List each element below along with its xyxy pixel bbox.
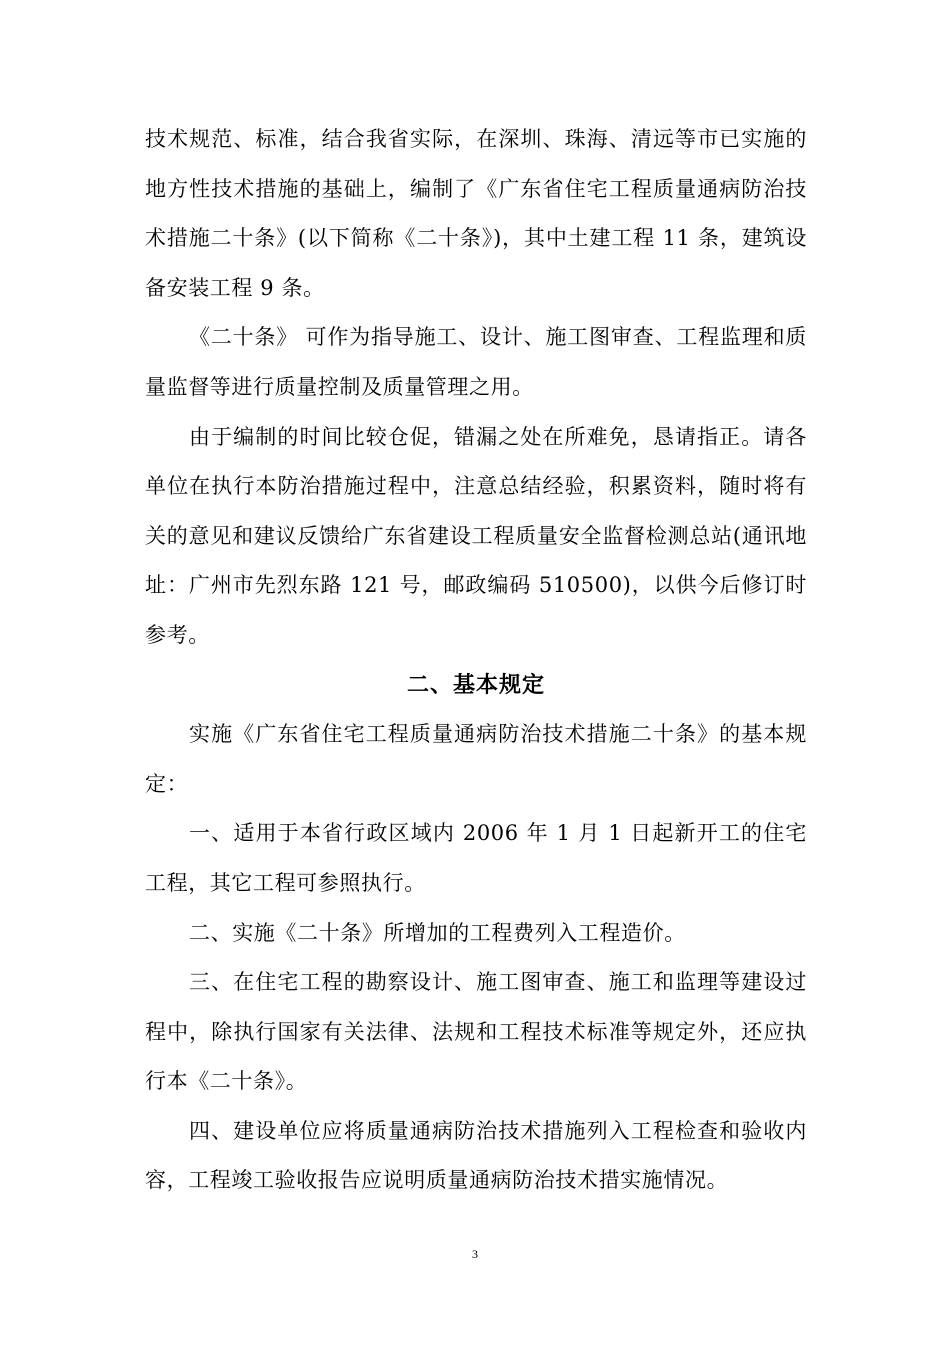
intro-paragraph-continued: 技术规范、标准，结合我省实际，在深圳、珠海、清远等市已实施的地方性技术措施的基础上，编制了《广东省住宅工程质量通病防治技术措施二十条》(以下简称《二十条》)，其中土建工程 11 条，建筑设备安装工程 9 条。 xyxy=(145,127,807,300)
rule-item-3: 三、在住宅工程的勘察设计、施工图审查、施工和监理等建设过程中，除执行国家有关法律、法规和工程技术标准等规定外，还应执行本《二十条》。 xyxy=(145,970,807,1094)
intro-paragraph-feedback: 由于编制的时间比较仓促，错漏之处在所难免，恳请指正。请各单位在执行本防治措施过程中，注意总结经验，积累资料，随时将有关的意见和建议反馈给广东省建设工程质量安全监督检测总站(通讯地址：广州市先烈东路 121 号，邮政编码 510500)，以供今后修订时参考。 xyxy=(145,424,807,647)
rule-item-2: 二、实施《二十条》所增加的工程费列入工程造价。 xyxy=(189,920,686,945)
section-paragraph-intro: 实施《广东省住宅工程质量通病防治技术措施二十条》的基本规定： xyxy=(145,722,807,796)
page-number: 3 xyxy=(472,1247,478,1261)
page-content xyxy=(145,115,807,1206)
rule-item-1: 一、适用于本省行政区域内 2006 年 1 月 1 日起新开工的住宅工程，其它工程可参照执行。 xyxy=(145,821,807,895)
rule-item-4: 四、建设单位应将质量通病防治技术措施列入工程检查和验收内容，工程竣工验收报告应说明质量通病防治技术措实施情况。 xyxy=(145,1118,807,1193)
intro-paragraph-usage: 《二十条》 可作为指导施工、设计、施工图审查、工程监理和质量监督等进行质量控制及质量管理之用。 xyxy=(145,325,807,399)
section-heading: 二、基本规定 xyxy=(406,672,545,698)
